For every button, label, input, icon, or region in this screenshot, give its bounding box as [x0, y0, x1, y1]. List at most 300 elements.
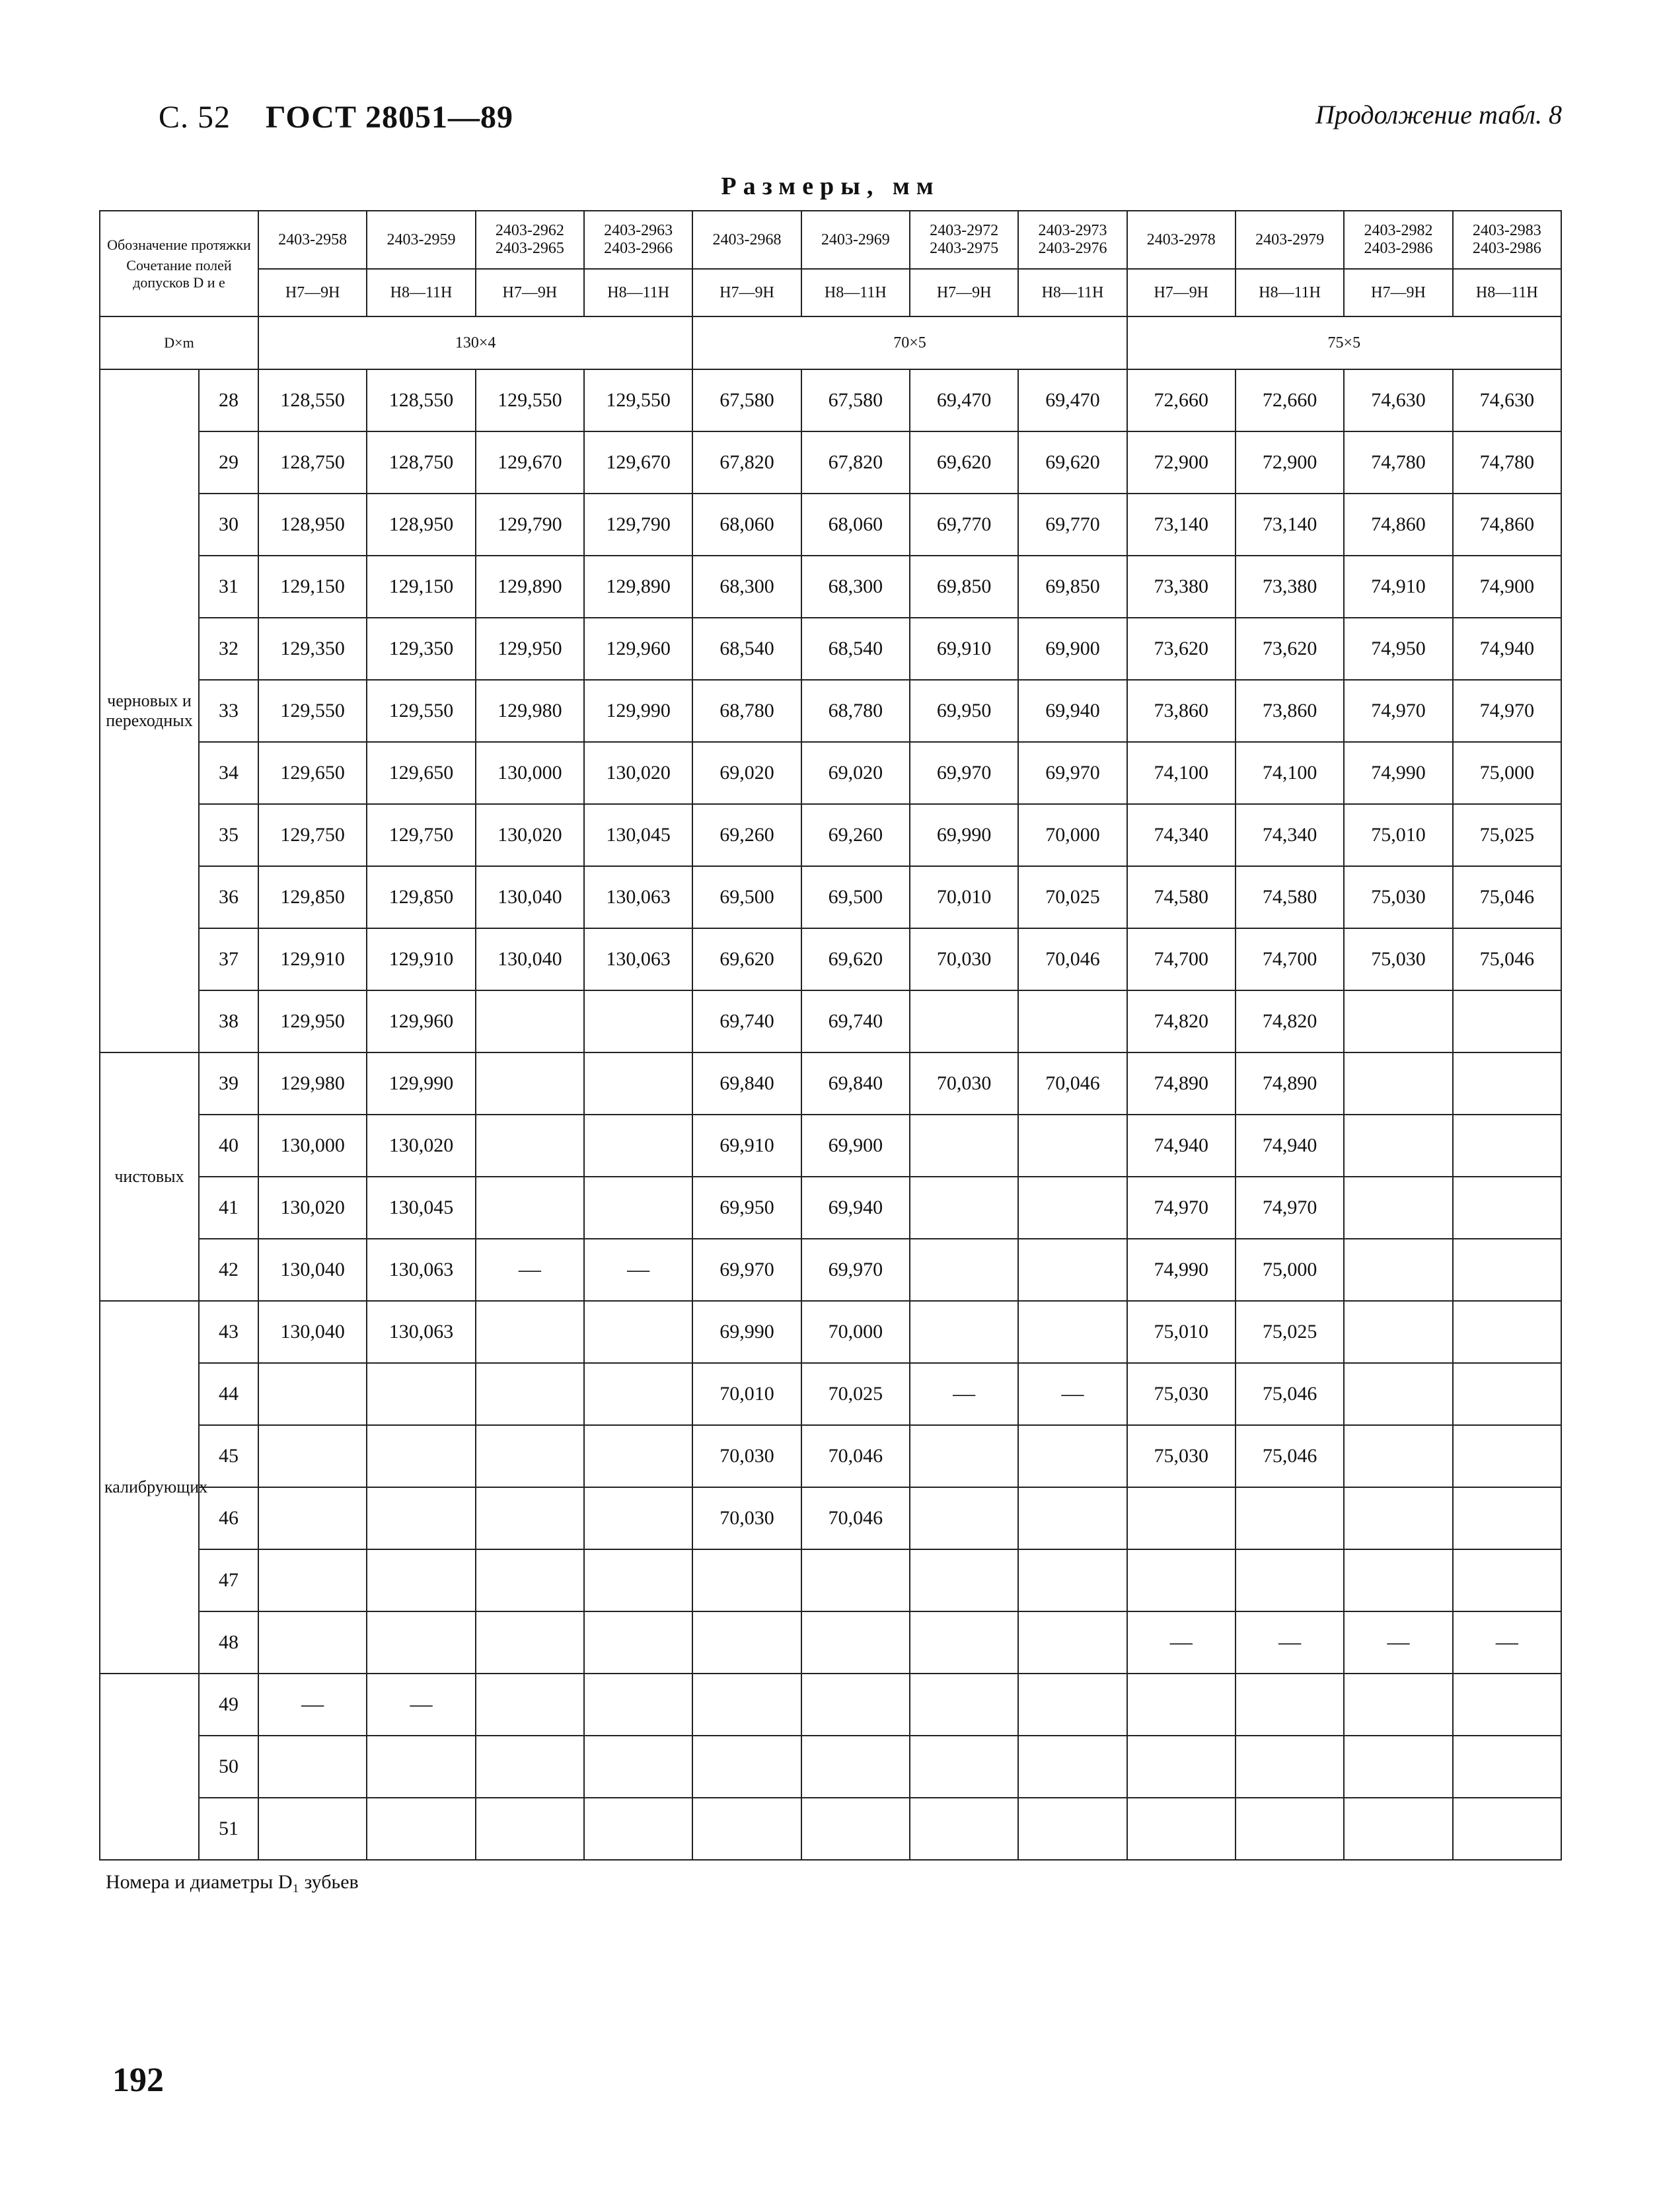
diameter-cell: 130,000	[258, 1115, 367, 1177]
table-row	[100, 556, 1561, 618]
diameter-cell: 128,950	[258, 494, 367, 556]
table-row	[100, 1363, 1561, 1425]
diameter-cell: 73,380	[1127, 556, 1236, 618]
tooth-number: 46	[199, 1487, 258, 1549]
diameter-cell	[801, 1674, 910, 1736]
tooth-number: 42	[199, 1239, 258, 1301]
diameter-cell	[258, 1798, 367, 1860]
tool-code-2: 2403-2962 2403-2965	[476, 211, 584, 269]
diameter-cell: 73,620	[1236, 618, 1344, 680]
diameter-cell: 74,900	[1453, 556, 1561, 618]
diameter-cell	[584, 1301, 692, 1363]
diameter-cell	[692, 1549, 801, 1611]
diameter-cell: 72,660	[1236, 369, 1344, 431]
diameter-cell: —	[258, 1674, 367, 1736]
diameter-cell: 75,030	[1344, 866, 1452, 928]
table-row	[100, 1549, 1561, 1611]
diameter-cell	[1018, 1674, 1126, 1736]
diameter-cell: 72,900	[1236, 431, 1344, 494]
diameter-cell: 69,620	[910, 431, 1018, 494]
tool-tolerance-6: H7—9H	[910, 269, 1018, 316]
diameter-cell	[801, 1736, 910, 1798]
diameter-cell: 67,580	[801, 369, 910, 431]
diameter-cell: 74,340	[1127, 804, 1236, 866]
diameter-cell	[1453, 1115, 1561, 1177]
diameter-cell: 129,550	[476, 369, 584, 431]
diameter-cell	[1344, 1736, 1452, 1798]
table-row	[100, 1487, 1561, 1549]
diameter-cell: 67,580	[692, 369, 801, 431]
diameter-cell: 69,620	[801, 928, 910, 990]
diameter-cell	[476, 990, 584, 1052]
diameter-cell: 74,950	[1344, 618, 1452, 680]
tool-tolerance-2: H7—9H	[476, 269, 584, 316]
diameter-cell	[692, 1674, 801, 1736]
diameter-cell: 69,500	[692, 866, 801, 928]
diameter-cell: 74,970	[1453, 680, 1561, 742]
diameter-cell: 74,580	[1236, 866, 1344, 928]
table-row	[100, 742, 1561, 804]
diameter-cell: 129,960	[584, 618, 692, 680]
diameter-cell: 74,990	[1127, 1239, 1236, 1301]
diameter-cell: 75,000	[1453, 742, 1561, 804]
diameter-cell: 129,550	[258, 680, 367, 742]
diameter-cell	[1018, 1549, 1126, 1611]
diameter-cell: 69,020	[801, 742, 910, 804]
diameter-cell	[910, 1301, 1018, 1363]
table-row	[100, 804, 1561, 866]
diameter-cell	[367, 1798, 475, 1860]
diameter-cell: 68,300	[692, 556, 801, 618]
diameter-cell: 69,740	[692, 990, 801, 1052]
tool-tolerance-0: H7—9H	[258, 269, 367, 316]
diameter-cell: 69,260	[801, 804, 910, 866]
diameter-cell	[476, 1177, 584, 1239]
table-row	[100, 680, 1561, 742]
tooth-number: 29	[199, 431, 258, 494]
diameter-cell	[1453, 1239, 1561, 1301]
diameter-cell: 74,630	[1453, 369, 1561, 431]
diameter-cell: 130,020	[258, 1177, 367, 1239]
diameter-cell: 69,950	[910, 680, 1018, 742]
table-row	[100, 1798, 1561, 1860]
tooth-number: 51	[199, 1798, 258, 1860]
diameter-cell: 130,040	[258, 1301, 367, 1363]
diameter-cell: 128,550	[258, 369, 367, 431]
diameter-cell: 68,060	[692, 494, 801, 556]
diameter-cell	[1453, 1487, 1561, 1549]
diameter-cell: 75,030	[1127, 1425, 1236, 1487]
diameter-cell	[910, 1674, 1018, 1736]
diameter-cell: 74,630	[1344, 369, 1452, 431]
diameter-cell	[1236, 1549, 1344, 1611]
diameter-cell: 69,620	[692, 928, 801, 990]
diameter-cell: 130,020	[476, 804, 584, 866]
diameter-cell	[1344, 1177, 1452, 1239]
table-row	[100, 1674, 1561, 1736]
diameter-cell: 69,470	[910, 369, 1018, 431]
diameter-cell	[476, 1301, 584, 1363]
diameter-cell: 129,550	[584, 369, 692, 431]
diameter-cell: 70,010	[692, 1363, 801, 1425]
diameter-cell: 129,980	[476, 680, 584, 742]
diameter-cell: 130,045	[584, 804, 692, 866]
diameter-cell	[801, 1798, 910, 1860]
diameter-cell: 129,960	[367, 990, 475, 1052]
diameter-cell: 68,540	[801, 618, 910, 680]
diameter-cell	[1127, 1549, 1236, 1611]
table-row	[100, 494, 1561, 556]
diameter-cell	[1127, 1487, 1236, 1549]
diameter-cell	[910, 1239, 1018, 1301]
diameter-cell: 74,890	[1236, 1052, 1344, 1115]
diameter-cell: 129,950	[258, 990, 367, 1052]
diameter-cell	[1018, 1487, 1126, 1549]
diameter-cell	[801, 1549, 910, 1611]
tool-tolerance-1: H8—11H	[367, 269, 475, 316]
table-row	[100, 431, 1561, 494]
diameter-cell	[910, 1425, 1018, 1487]
diameter-cell	[1018, 1177, 1126, 1239]
tooth-number: 30	[199, 494, 258, 556]
diameter-cell: 128,750	[367, 431, 475, 494]
diameter-cell	[258, 1487, 367, 1549]
diameter-cell: 75,030	[1344, 928, 1452, 990]
diameter-cell: 69,940	[801, 1177, 910, 1239]
diameter-cell: 129,850	[367, 866, 475, 928]
diameter-cell	[1344, 1239, 1452, 1301]
diameter-cell	[910, 1798, 1018, 1860]
diameter-cell: 74,890	[1127, 1052, 1236, 1115]
standard-title: ГОСТ 28051—89	[266, 100, 513, 135]
diameter-cell: 68,300	[801, 556, 910, 618]
diameter-cell	[1018, 1239, 1126, 1301]
diameter-cell	[367, 1425, 475, 1487]
diameter-cell: 70,000	[801, 1301, 910, 1363]
diameter-cell	[1453, 990, 1561, 1052]
tool-tolerance-11: H8—11H	[1453, 269, 1561, 316]
diameter-cell	[1453, 1363, 1561, 1425]
diameter-cell: 69,910	[692, 1115, 801, 1177]
diameter-cell: 69,990	[692, 1301, 801, 1363]
tooth-number: 37	[199, 928, 258, 990]
diameter-cell: 75,030	[1127, 1363, 1236, 1425]
diameter-cell: 129,850	[258, 866, 367, 928]
diameter-cell: 74,580	[1127, 866, 1236, 928]
diameter-cell	[1344, 1487, 1452, 1549]
diameter-cell: 68,780	[692, 680, 801, 742]
diameter-cell: 74,970	[1127, 1177, 1236, 1239]
diameter-cell: —	[910, 1363, 1018, 1425]
tooth-number: 43	[199, 1301, 258, 1363]
diameter-cell: 67,820	[692, 431, 801, 494]
diameter-cell	[692, 1736, 801, 1798]
diameter-cell	[1453, 1177, 1561, 1239]
diameter-cell	[1344, 1301, 1452, 1363]
diameter-cell: 69,970	[910, 742, 1018, 804]
diameter-cell	[584, 1052, 692, 1115]
table-row	[100, 1736, 1561, 1798]
diameter-cell	[910, 1177, 1018, 1239]
section-label-rough: черновых и переходных	[100, 369, 199, 1052]
diameter-cell	[1018, 1425, 1126, 1487]
diameter-cell: 129,350	[367, 618, 475, 680]
table-row	[100, 866, 1561, 928]
diameter-cell: 129,890	[476, 556, 584, 618]
diameter-cell: 69,840	[801, 1052, 910, 1115]
diameter-cell: 73,140	[1127, 494, 1236, 556]
section-label-finishing: чистовых	[100, 1052, 199, 1301]
table-continuation-label: Продолжение табл. 8	[1315, 100, 1562, 129]
tool-tolerance-5: H8—11H	[801, 269, 910, 316]
diameter-cell: 128,750	[258, 431, 367, 494]
diameter-cell	[584, 1549, 692, 1611]
diameter-cell: 69,850	[910, 556, 1018, 618]
diameter-cell: 70,046	[801, 1425, 910, 1487]
diameter-cell: 130,040	[476, 928, 584, 990]
tool-code-8: 2403-2978	[1127, 211, 1236, 269]
diameter-cell	[1344, 1425, 1452, 1487]
diameter-cell: 74,970	[1236, 1177, 1344, 1239]
table-row	[100, 990, 1561, 1052]
group-70x5: 70×5	[692, 316, 1126, 369]
tooth-number: 45	[199, 1425, 258, 1487]
diameter-cell	[476, 1115, 584, 1177]
diameter-cell: 129,150	[258, 556, 367, 618]
tool-code-5: 2403-2969	[801, 211, 910, 269]
table-body	[100, 369, 1561, 1860]
diameter-cell: 74,940	[1127, 1115, 1236, 1177]
diameter-cell	[1453, 1798, 1561, 1860]
diameter-cell: 70,046	[801, 1487, 910, 1549]
diameter-cell: 130,040	[476, 866, 584, 928]
diameter-cell: —	[367, 1674, 475, 1736]
diameter-cell: 75,000	[1236, 1239, 1344, 1301]
diameter-cell	[476, 1736, 584, 1798]
diameter-cell	[367, 1549, 475, 1611]
tooth-number: 34	[199, 742, 258, 804]
diameter-cell: 69,940	[1018, 680, 1126, 742]
tooth-number: 41	[199, 1177, 258, 1239]
diameter-cell: 69,910	[910, 618, 1018, 680]
diameter-cell: 70,000	[1018, 804, 1126, 866]
tool-code-9: 2403-2979	[1236, 211, 1344, 269]
diameter-cell: 74,780	[1453, 431, 1561, 494]
diameter-cell	[584, 1177, 692, 1239]
diameter-cell: —	[476, 1239, 584, 1301]
diameter-cell: 68,780	[801, 680, 910, 742]
diameter-cell: 75,010	[1344, 804, 1452, 866]
diameter-cell	[1127, 1798, 1236, 1860]
diameter-cell: 75,025	[1236, 1301, 1344, 1363]
tool-code-3: 2403-2963 2403-2966	[584, 211, 692, 269]
tooth-number: 28	[199, 369, 258, 431]
diameter-cell: 69,900	[1018, 618, 1126, 680]
diameter-cell: 75,046	[1453, 866, 1561, 928]
diameter-cell: —	[584, 1239, 692, 1301]
diameter-cell	[367, 1487, 475, 1549]
diameter-cell: —	[1453, 1611, 1561, 1674]
diameter-cell	[258, 1363, 367, 1425]
diameter-cell: 130,020	[367, 1115, 475, 1177]
diameter-cell: 70,030	[692, 1425, 801, 1487]
diameter-cell: 70,025	[1018, 866, 1126, 928]
diameter-cell: 129,990	[367, 1052, 475, 1115]
tooth-number: 35	[199, 804, 258, 866]
diameter-cell: 129,790	[584, 494, 692, 556]
diameter-cell: 72,900	[1127, 431, 1236, 494]
diameter-cell	[476, 1363, 584, 1425]
diameter-cell: 129,950	[476, 618, 584, 680]
diameter-cell	[1236, 1674, 1344, 1736]
diameter-cell: 130,063	[584, 928, 692, 990]
diameter-cell: 74,970	[1344, 680, 1452, 742]
tool-code-11: 2403-2983 2403-2986	[1453, 211, 1561, 269]
diameter-cell	[367, 1363, 475, 1425]
diameter-cell: 70,046	[1018, 1052, 1126, 1115]
tolerance-label: Сочетание полей допусков D и e	[126, 257, 232, 291]
diameter-cell	[1344, 1052, 1452, 1115]
diameter-cell	[1018, 1115, 1126, 1177]
diameter-cell	[584, 1115, 692, 1177]
tooth-number: 49	[199, 1674, 258, 1736]
page-number: 192	[112, 2061, 164, 2099]
group-row	[100, 316, 1561, 369]
tool-tolerance-9: H8—11H	[1236, 269, 1344, 316]
diameter-cell: 68,060	[801, 494, 910, 556]
diameter-cell	[1018, 1798, 1126, 1860]
diameter-cell: 69,740	[801, 990, 910, 1052]
diameter-cell: 73,380	[1236, 556, 1344, 618]
tool-code-10: 2403-2982 2403-2986	[1344, 211, 1452, 269]
tool-tolerance-8: H7—9H	[1127, 269, 1236, 316]
side-caption: Номера и диаметры D₁ зубьев	[106, 1871, 359, 1893]
diameter-cell: 129,350	[258, 618, 367, 680]
diameter-cell	[1127, 1736, 1236, 1798]
diameter-cell: 74,820	[1236, 990, 1344, 1052]
diameter-cell: 70,025	[801, 1363, 910, 1425]
tooth-number: 48	[199, 1611, 258, 1674]
diameter-cell	[367, 1736, 475, 1798]
diameter-cell: 74,100	[1236, 742, 1344, 804]
diameter-cell	[910, 1115, 1018, 1177]
tool-tolerance-4: H7—9H	[692, 269, 801, 316]
diameter-cell: 129,670	[584, 431, 692, 494]
diameter-cell	[910, 1736, 1018, 1798]
diameter-cell	[367, 1611, 475, 1674]
diameter-cell	[1453, 1425, 1561, 1487]
diameter-cell	[584, 1487, 692, 1549]
diameter-cell	[1344, 1549, 1452, 1611]
diameter-cell	[476, 1487, 584, 1549]
diameter-cell: 72,660	[1127, 369, 1236, 431]
diameter-cell: 129,910	[258, 928, 367, 990]
diameter-cell	[910, 990, 1018, 1052]
diameter-cell	[910, 1549, 1018, 1611]
diameter-cell: 130,020	[584, 742, 692, 804]
dimensions-table	[99, 210, 1562, 1861]
tooth-number: 33	[199, 680, 258, 742]
page-ref: С. 52	[159, 100, 231, 135]
diameter-cell: 74,860	[1453, 494, 1561, 556]
diameter-cell: 69,770	[910, 494, 1018, 556]
diameter-cell	[476, 1611, 584, 1674]
diameter-cell	[1344, 990, 1452, 1052]
diameter-cell: 70,010	[910, 866, 1018, 928]
diameter-cell: —	[1018, 1363, 1126, 1425]
tool-tolerance-3: H8—11H	[584, 269, 692, 316]
tool-tolerance-10: H7—9H	[1344, 269, 1452, 316]
diameter-cell: 74,340	[1236, 804, 1344, 866]
diameter-cell: 75,046	[1453, 928, 1561, 990]
designation-label: Обозначение протяжки	[107, 237, 251, 254]
diameter-cell	[476, 1674, 584, 1736]
diameter-cell	[1344, 1798, 1452, 1860]
tooth-number: 32	[199, 618, 258, 680]
diameter-cell: 128,550	[367, 369, 475, 431]
group-75x5: 75×5	[1127, 316, 1561, 369]
diameter-cell: 130,063	[584, 866, 692, 928]
page-header	[159, 99, 513, 135]
diameter-cell	[476, 1425, 584, 1487]
diameter-cell: 69,990	[910, 804, 1018, 866]
diameter-cell	[801, 1611, 910, 1674]
diameter-cell: —	[1236, 1611, 1344, 1674]
tool-code-row	[100, 211, 1561, 269]
diameter-cell: 73,860	[1236, 680, 1344, 742]
diameter-cell: 129,910	[367, 928, 475, 990]
table-row	[100, 1611, 1561, 1674]
diameter-cell	[258, 1549, 367, 1611]
diameter-cell: 74,940	[1453, 618, 1561, 680]
dm-label: D×m	[100, 316, 258, 369]
diameter-cell: 69,620	[1018, 431, 1126, 494]
diameter-cell	[910, 1487, 1018, 1549]
tooth-number: 50	[199, 1736, 258, 1798]
diameter-cell: 74,860	[1344, 494, 1452, 556]
diameter-cell: 69,950	[692, 1177, 801, 1239]
diameter-cell	[584, 1425, 692, 1487]
diameter-cell	[1344, 1115, 1452, 1177]
diameter-cell: 129,650	[367, 742, 475, 804]
diameter-cell: 74,820	[1127, 990, 1236, 1052]
dimensions-table-container	[99, 172, 1562, 1894]
diameter-cell: 74,700	[1236, 928, 1344, 990]
table-row	[100, 1425, 1561, 1487]
diameter-cell: 69,500	[801, 866, 910, 928]
tooth-number: 38	[199, 990, 258, 1052]
diameter-cell: 69,900	[801, 1115, 910, 1177]
diameter-cell: 67,820	[801, 431, 910, 494]
table-row	[100, 1239, 1561, 1301]
diameter-cell	[584, 1674, 692, 1736]
diameter-cell	[584, 1363, 692, 1425]
diameter-cell: 69,850	[1018, 556, 1126, 618]
diameter-cell: 69,970	[692, 1239, 801, 1301]
section-label-calibrating: калибрующих	[100, 1301, 199, 1674]
diameter-cell	[1018, 1301, 1126, 1363]
diameter-cell: 69,470	[1018, 369, 1126, 431]
diameter-cell: —	[1344, 1611, 1452, 1674]
tooth-number: 36	[199, 866, 258, 928]
diameter-cell: 69,020	[692, 742, 801, 804]
diameter-cell	[1453, 1736, 1561, 1798]
diameter-cell	[692, 1798, 801, 1860]
diameter-cell	[1018, 1611, 1126, 1674]
diameter-cell: 70,030	[692, 1487, 801, 1549]
diameter-cell: 130,000	[476, 742, 584, 804]
diameter-cell: 129,650	[258, 742, 367, 804]
